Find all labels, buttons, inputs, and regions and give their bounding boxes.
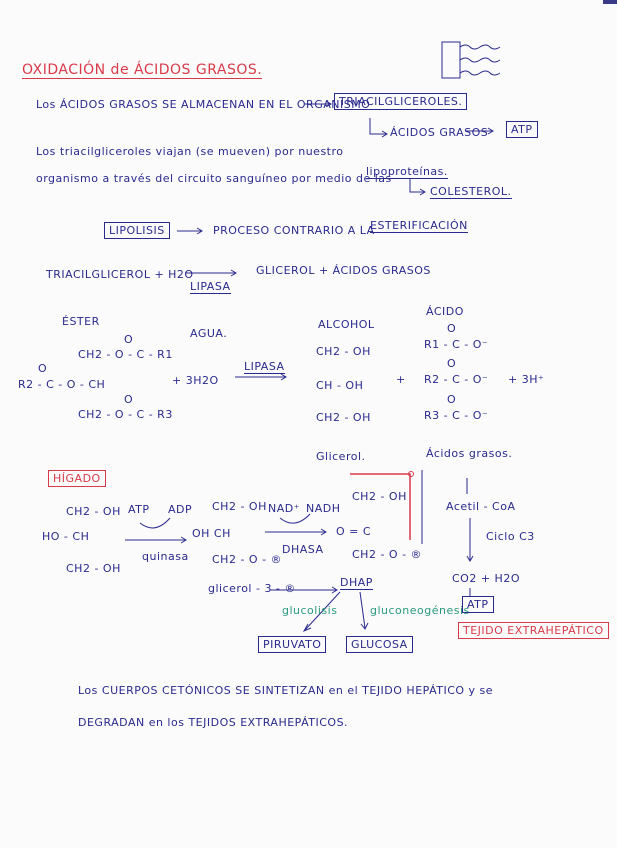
label-adp-out: ADP bbox=[168, 503, 193, 516]
plus-sign: + bbox=[396, 373, 406, 386]
label-acetil-coa: Acetil - CoA bbox=[446, 500, 516, 513]
path-s1-c: CH2 - OH bbox=[66, 562, 121, 575]
box-triacilgliceroles: TRIACILGLICEROLES. bbox=[334, 93, 467, 110]
box-atp: ATP bbox=[506, 121, 538, 138]
text-acidos-grasos: ÁCIDOS GRASOS bbox=[390, 126, 489, 139]
doodle-wave-1 bbox=[460, 45, 500, 49]
text-lipoproteinas: lipoproteínas. bbox=[366, 165, 448, 178]
box-tejido-extrahepatico: TEJIDO EXTRAHEPÁTICO bbox=[458, 622, 609, 639]
label-ester: ÉSTER bbox=[62, 315, 100, 328]
label-glicerol-3-p: glicerol - 3 - ® bbox=[208, 582, 296, 595]
equation-left: TRIACILGLICEROL + H2O bbox=[46, 268, 194, 281]
label-acidos-grasos: Ácidos grasos. bbox=[426, 447, 513, 460]
doodle-wave-2 bbox=[460, 58, 500, 62]
acid-line-1: R1 - C - O⁻ bbox=[424, 338, 489, 351]
path-s1-a: CH2 - OH bbox=[66, 505, 121, 518]
glycerol-line-2: CH - OH bbox=[316, 379, 364, 392]
box-higado: HÍGADO bbox=[48, 470, 106, 487]
acid-line-3: R3 - C - O⁻ bbox=[424, 409, 489, 422]
ester-line-2: R2 - C - O - CH bbox=[18, 378, 106, 391]
text-line-1: Los ÁCIDOS GRASOS SE ALMACENAN EN EL ORGANISMO bbox=[36, 98, 371, 111]
bottom-line-1: Los CUERPOS CETÓNICOS SE SINTETIZAN en el TEJIDO HEPÁTICO y se bbox=[78, 684, 494, 697]
ester-carbonyl-o-3: O bbox=[124, 393, 134, 406]
label-lipasa-2: LIPASA bbox=[244, 360, 285, 373]
path-s1-b: HO - CH bbox=[42, 530, 90, 543]
doodle-rect bbox=[442, 42, 460, 78]
label-glucolisis: glucolisis bbox=[282, 604, 338, 617]
plus-water: + 3H2O bbox=[172, 374, 219, 387]
label-co2-h2o: CO2 + H2O bbox=[452, 572, 520, 585]
label-glicerol: Glicerol. bbox=[316, 450, 366, 463]
text-proceso: PROCESO CONTRARIO A LA bbox=[213, 224, 375, 237]
label-dhap: DHAP bbox=[340, 576, 373, 589]
page-title: OXIDACIÓN de ÁCIDOS GRASOS. bbox=[22, 62, 263, 78]
path-s2-c: CH2 - O - ® bbox=[212, 553, 283, 566]
label-ciclo: Ciclo C3 bbox=[486, 530, 535, 543]
label-gluconeogenesis: gluconeogénesis bbox=[370, 604, 470, 617]
label-dhasa: DHASA bbox=[282, 543, 324, 556]
equation-right: GLICEROL + ÁCIDOS GRASOS bbox=[256, 264, 431, 277]
path-s3-a: CH2 - OH bbox=[352, 490, 407, 503]
ester-line-1: CH2 - O - C - R1 bbox=[78, 348, 173, 361]
label-quinasa: quinasa bbox=[142, 550, 189, 563]
text-line-2: Los triacilgliceroles viajan (se mueven) por nuestro bbox=[36, 145, 344, 158]
label-acido: ÁCIDO bbox=[426, 305, 464, 318]
label-alcohol: ALCOHOL bbox=[318, 318, 375, 331]
box-piruvato: PIRUVATO bbox=[258, 636, 326, 653]
arrow-to-glucosa bbox=[360, 592, 365, 628]
ester-carbonyl-o-2: O bbox=[38, 362, 48, 375]
label-nad: NAD⁺ bbox=[268, 502, 301, 515]
bottom-line-2: DEGRADAN en los TEJIDOS EXTRAHEPÁTICOS. bbox=[78, 716, 349, 729]
path-s3-b: O = C bbox=[336, 525, 372, 538]
text-line-3: organismo a través del circuito sanguíneo por medio de las bbox=[36, 172, 392, 185]
ester-carbonyl-o-1: O bbox=[124, 333, 134, 346]
path-s2-b: OH CH bbox=[192, 527, 231, 540]
acid-protons: + 3H⁺ bbox=[508, 373, 545, 386]
box-glucosa: GLUCOSA bbox=[346, 636, 413, 653]
acid-o-2: O bbox=[447, 357, 457, 370]
acid-o-1: O bbox=[447, 322, 457, 335]
path-s3-c: CH2 - O - ® bbox=[352, 548, 423, 561]
doodle-wave-3 bbox=[460, 71, 500, 75]
acid-o-3: O bbox=[447, 393, 457, 406]
label-atp-in: ATP bbox=[128, 503, 150, 516]
path-s2-a: CH2 - OH bbox=[212, 500, 267, 513]
acid-line-2: R2 - C - O⁻ bbox=[424, 373, 489, 386]
ester-line-3: CH2 - O - C - R3 bbox=[78, 408, 173, 421]
label-agua: AGUA. bbox=[190, 327, 228, 340]
box-lipolisis: LIPOLISIS bbox=[104, 222, 170, 239]
text-colesterol: COLESTEROL. bbox=[430, 185, 512, 198]
label-nadh: NADH bbox=[306, 502, 341, 515]
glycerol-line-3: CH2 - OH bbox=[316, 411, 371, 424]
glycerol-line-1: CH2 - OH bbox=[316, 345, 371, 358]
text-esterificacion: ESTERIFICACIÓN bbox=[370, 219, 468, 232]
box-atp-2: ATP bbox=[462, 596, 494, 613]
label-lipasa-1: LIPASA bbox=[190, 280, 231, 293]
